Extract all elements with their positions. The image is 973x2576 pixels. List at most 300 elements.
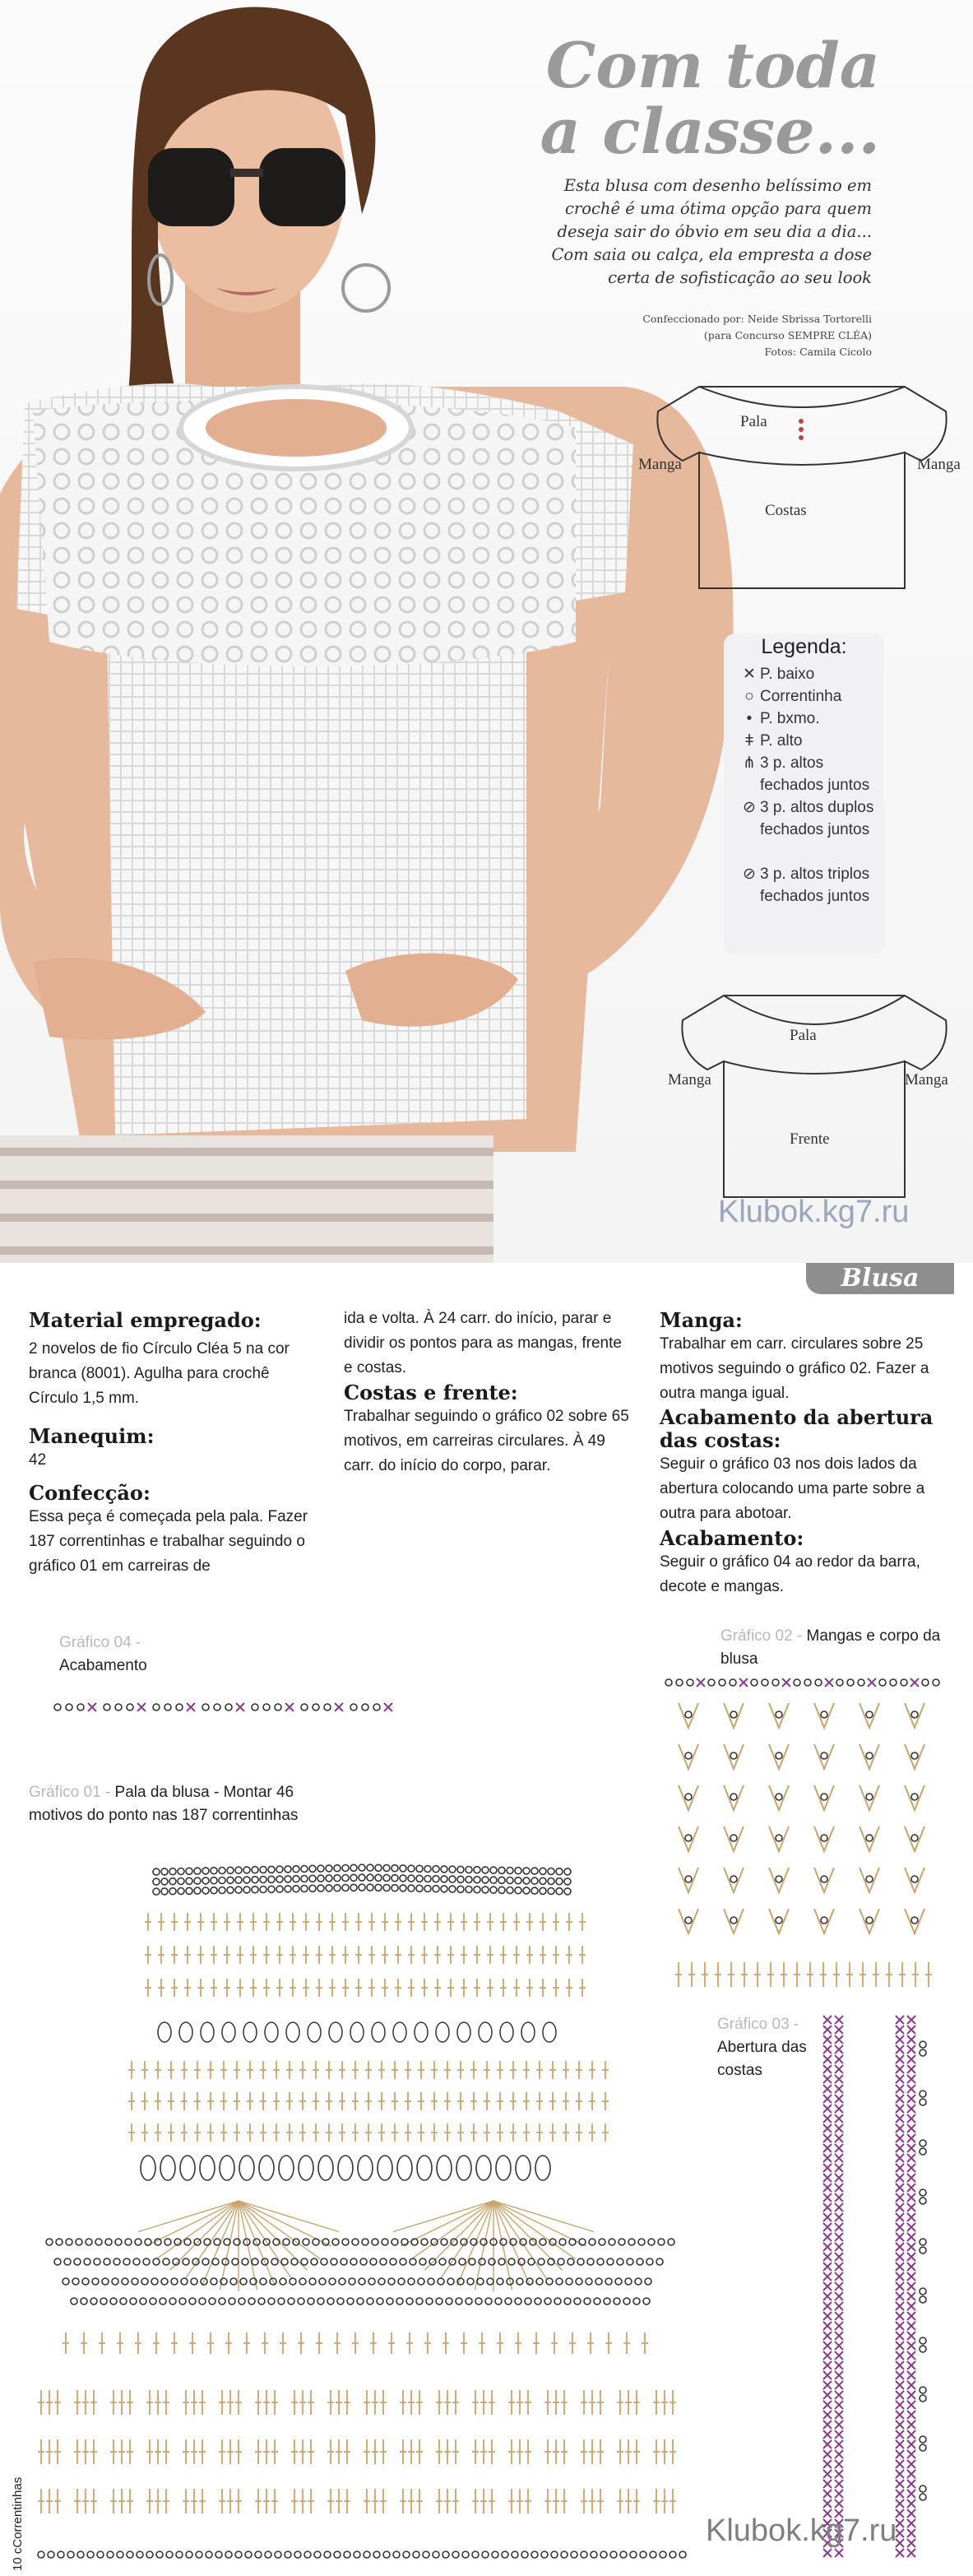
chain-stitch [772,1679,779,1686]
sc-stitch [823,2105,832,2113]
dc-stitch [581,2489,587,2513]
dc-stitch [452,2390,459,2415]
chain-stitch [211,2278,217,2285]
sc-stitch [907,2045,915,2054]
sc-stitch [910,1678,919,1687]
dc-stitch [128,2123,135,2142]
chain-stitch [133,2258,140,2265]
chain-stitch [67,2551,74,2558]
dc-stitch [899,1962,906,1987]
chain-stitch [730,1794,737,1800]
chain-stitch [544,2298,551,2304]
dc-stitch [276,1946,283,1964]
chain-stitch [630,2551,637,2558]
dc-stitch [873,1962,879,1987]
chain-stitch [260,2278,266,2285]
dc-stitch [526,1913,533,1931]
sc-stitch [835,2282,843,2291]
chain-stitch [490,1877,497,1883]
sc-stitch [907,2124,915,2133]
dc-stitch [408,1913,415,1931]
sc-stitch [896,2302,904,2310]
chain-stitch [472,2551,479,2558]
cluster-stitch [397,2156,412,2180]
dc-stitch [820,1962,827,1987]
sc-stitch [896,2095,904,2103]
dc-stitch [715,1962,721,1987]
dc-stitch [327,2439,334,2464]
dc-stitch [364,2390,370,2415]
chart-04-caption [59,1631,306,1678]
chain-stitch [176,1704,183,1710]
sc-stitch [823,2272,832,2281]
dc-stitch [263,1946,270,1964]
chain-stitch [637,2258,643,2265]
chain-stitch [574,2298,581,2304]
chain-stitch [751,1679,758,1686]
chain-stitch [866,1794,873,1800]
dc-stitch [405,2123,411,2142]
sc-stitch [835,2114,843,2123]
sc-stitch [907,2233,915,2241]
sc-stitch [823,2213,832,2221]
dc-stitch [517,2390,523,2415]
dc-stitch [380,2489,387,2513]
sc-stitch [823,2322,832,2330]
chain-stitch [82,2278,89,2285]
chain-stitch [288,2298,294,2304]
sc-stitch [835,2549,843,2557]
cluster-stitch [543,2022,556,2042]
chain-stitch [640,2551,646,2558]
cluster-stitch [457,2022,470,2042]
sc-stitch [896,2499,904,2508]
sc-stitch [823,2332,832,2340]
chain-stitch [730,1752,737,1759]
chain-stitch [161,2278,168,2285]
chain-stitch [821,1711,827,1718]
chain-stitch [324,2551,331,2558]
dc-stitch [365,2123,372,2142]
dc-stitch [299,2439,306,2464]
chain-stitch [260,1887,266,1893]
dc-stitch [576,2061,582,2079]
sc-stitch [835,2243,843,2251]
dc-stitch [250,1913,257,1931]
dc-stitch [327,2489,334,2513]
chain-stitch [362,2239,368,2245]
chain-stitch [922,1679,929,1686]
chain-stitch [498,1877,505,1883]
finish-heading: Acabamento: [660,1526,804,1550]
dc-stitch [589,2390,595,2415]
chain-stitch [489,2258,495,2265]
dc-stitch [480,2439,487,2464]
dc-stitch [336,2390,342,2415]
chain-stitch [141,2278,148,2285]
chain-stitch [227,1887,234,1893]
dc-stitch [181,2092,188,2110]
dc-stitch [155,2092,161,2110]
dc-stitch [255,2390,262,2415]
dc-stitch [235,2489,242,2513]
dc-stitch [508,2489,515,2513]
dc-stitch [118,2439,125,2464]
dc-stitch [392,2123,398,2142]
chain-stitch [821,1794,827,1800]
dc-stitch [421,1946,428,1964]
chain-stitch [400,2258,406,2265]
chain-stitch [416,2298,423,2304]
back-costas-label: Costas [765,502,807,519]
chain-stitch [442,2551,449,2558]
dc-stitch [517,2489,523,2513]
sc-stitch [835,2045,843,2054]
sc-stitch [823,2430,832,2439]
chain-stitch [127,2551,133,2558]
dc-stitch [400,2489,406,2513]
chain-stitch [299,2278,306,2285]
sc-stitch [907,2490,915,2498]
chain-stitch [517,2278,523,2285]
sc-stitch [896,2381,904,2389]
sc-stitch [137,1703,146,1711]
chain-stitch [153,1704,160,1710]
dc-stitch [623,2332,630,2354]
v-stitch [769,1826,789,1851]
chain-stitch [933,1679,939,1686]
chain-stitch [920,2198,926,2204]
chart-03-title: Abertura das costas [717,2039,807,2079]
chain-stitch [92,2278,99,2285]
sc-stitch [907,2055,915,2063]
dc-stitch [602,2123,609,2142]
dc-stitch [313,2092,319,2110]
chain-stitch [211,1887,217,1894]
chain-stitch [54,2258,61,2265]
chain-stitch [920,2288,926,2295]
sc-stitch [823,2351,832,2360]
sc-stitch [835,2223,843,2231]
dc-stitch [807,1962,813,1987]
chain-stitch [354,2551,360,2558]
v-stitch [724,1909,744,1933]
dc-stitch [290,1979,296,1997]
dc-stitch [46,2489,53,2513]
sc-stitch [285,1703,294,1711]
dc-stitch [273,2123,280,2142]
sc-stitch [907,2213,915,2221]
dc-stitch [781,1962,787,1987]
credit-photos: Fotos: Camila Cicolo [764,346,872,358]
sc-stitch [907,2114,915,2123]
dc-stitch [171,1946,178,1964]
chain-stitch [211,1877,217,1884]
chain-stitch [367,2298,373,2304]
dc-stitch [219,2489,225,2513]
legend-label: P. bxmo. [760,710,820,727]
sc-stitch [896,2075,904,2083]
chain-stitch [487,2278,493,2285]
sc-stitch [835,2351,843,2360]
sc-stitch [896,2243,904,2251]
sc-stitch [697,1678,705,1687]
dc-stitch [576,2092,582,2110]
dc-stitch [194,2092,201,2110]
chart-02-stitches [662,1674,950,2020]
dc-stitch [405,2092,411,2110]
dc-stitch [579,1946,586,1964]
chain-stitch [383,1875,390,1882]
dc-stitch [271,2439,278,2464]
dc-stitch [418,2061,424,2079]
chain-stitch [433,1886,439,1892]
chain-stitch [525,2298,531,2304]
dc-stitch [344,2439,350,2464]
dc-stitch [617,2489,623,2513]
chain-stitch [408,1875,415,1882]
dc-stitch [220,2123,227,2142]
dc-stitch [523,2123,530,2142]
chain-stitch [549,2239,556,2245]
dc-stitch [110,2439,117,2464]
dc-stitch [442,2332,449,2354]
dc-stitch [368,1913,375,1931]
dc-stitch [431,2061,438,2079]
sc-stitch [907,2144,915,2152]
v-stitch [905,1868,924,1892]
chain-stitch [507,1877,513,1884]
chain-stitch [576,2278,582,2285]
dc-stitch [525,2489,531,2513]
dc-stitch [263,2390,270,2415]
cluster-stitch [437,2156,452,2180]
chain-stitch [685,1752,692,1759]
chain-stitch [367,1874,373,1881]
v-stitch [724,1826,744,1851]
sc-stitch [835,2075,843,2083]
dc-stitch [263,1913,270,1931]
dc-stitch [255,2439,262,2464]
dc-stitch [457,2092,464,2110]
sc-stitch [907,2282,915,2291]
dc-stitch [408,2390,415,2415]
dc-stitch [344,2489,350,2513]
chain-stitch [920,2148,926,2155]
sc-stitch [835,2184,843,2192]
chart-01-stitches [33,1855,707,2571]
dc-stitch [447,1946,454,1964]
chain-stitch [617,2258,623,2265]
chain-stitch [304,2551,311,2558]
chain-stitch [762,1679,768,1686]
chain-stitch [349,2278,355,2285]
dc-stitch [342,1979,349,1997]
v-stitch [724,1703,744,1728]
sc-stitch [823,2174,832,2182]
sc-stitch [835,2095,843,2103]
dc-stitch [540,1913,546,1931]
dc-stitch [579,1979,586,1997]
sc-stitch [896,2184,904,2192]
chain-stitch [920,2387,926,2393]
sc-stitch [896,2332,904,2340]
sc-stitch [335,1703,343,1711]
chain-stitch [559,2239,566,2245]
chain-stitch [523,1887,530,1894]
making-text-cont: ida e volta. À 24 carr. do início, parar e dividir os pontos para as mangas, frente e costas. [344,1310,622,1376]
cluster-stitch [200,2156,215,2180]
chain-stitch [326,1885,332,1891]
chain-stitch [342,2239,349,2245]
legend-title: Legenda: [761,635,847,658]
cluster-stitch [329,2022,342,2042]
sc-stitch [823,2065,832,2073]
chain-stitch [589,2239,595,2245]
dc-stitch [365,2092,372,2110]
sc-stitch [823,2045,832,2054]
chain-stitch [482,1867,489,1873]
dc-stitch [291,2390,298,2415]
dc-stitch [327,2390,334,2415]
chain-stitch [615,2278,622,2285]
chain-stitch [104,2258,110,2265]
chain-stitch [490,1887,497,1893]
chain-stitch [400,1885,406,1891]
chain-stitch [564,1878,571,1885]
chain-stitch [202,1887,209,1894]
chain-stitch [392,2239,398,2245]
chain-stitch [587,2258,594,2265]
dc-stitch [199,2439,206,2464]
sc-stitch [823,2075,832,2083]
sc-stitch [835,2272,843,2281]
chain-stitch [317,1875,324,1882]
dc-stitch [392,2092,398,2110]
chain-stitch [225,2551,232,2558]
dc-stitch [81,2332,87,2354]
dc-stitch [184,1979,191,1997]
chain-stitch [498,1867,505,1873]
cluster-stitch [378,2156,392,2180]
dc-stitch [513,1979,520,1997]
dc-stitch [563,2061,569,2079]
chain-stitch [457,1876,464,1882]
chain-stitch [357,2298,364,2304]
chain-stitch [421,2239,428,2245]
dc-stitch [146,2489,153,2513]
chain-stitch [72,2278,79,2285]
dc-stitch [480,2390,487,2415]
chain-stitch [38,2551,44,2558]
dc-stitch [303,1979,309,1997]
sc-stitch [907,2529,915,2537]
chain-stitch [317,2298,324,2304]
chain-stitch [521,2551,528,2558]
dc-stitch [536,2061,543,2079]
dc-stitch [168,2061,174,2079]
chain-stitch [66,2239,72,2245]
cluster-stitch [516,2156,531,2180]
chain-stitch [679,2551,686,2558]
dc-stitch [561,2489,568,2513]
dc-stitch [380,2439,387,2464]
chain-stitch [920,2395,926,2402]
sleeve-heading: Manga: [660,1308,743,1332]
making-text: Essa peça é começada pela pala. Fazer 187 correntinhas e trabalhar seguindo o gráfico 01 em carreiras de [29,1508,308,1575]
sc-stitch [896,2421,904,2429]
dc-stitch [405,2061,411,2079]
chain-stitch [607,2258,614,2265]
dc-stitch [444,2390,451,2415]
sc-stitch [236,1703,244,1711]
sc-stitch [907,2371,915,2379]
chain-stitch [424,1876,431,1882]
sleeve-text: Trabalhar em carr. circulares sobre 25 motivos seguindo o gráfico 02. Fazer a outra manga igual. [660,1335,929,1402]
chain-stitch [635,2278,642,2285]
v-stitch [814,1785,834,1810]
chain-stitch [242,2258,248,2265]
dc-stitch [352,2061,359,2079]
dc-stitch [661,2439,668,2464]
sc-stitch [88,1703,96,1711]
dc-stitch [171,2332,178,2354]
sc-stitch [739,1678,748,1687]
dc-stitch [544,2390,551,2415]
dc-stitch [355,1913,362,1931]
dc-stitch [352,2332,359,2354]
dc-stitch [368,1946,375,1964]
v-stitch [679,1826,698,1851]
dc-stitch [846,1962,853,1987]
cluster-stitch [239,2156,254,2180]
dc-stitch [46,2390,53,2415]
chain-stitch [347,2298,354,2304]
sc-stitch [835,2292,843,2300]
dc-stitch [326,2092,332,2110]
sc-stitch [896,2480,904,2488]
chain-stitch [419,2258,426,2265]
chain-stitch [531,1868,538,1874]
chain-stitch [441,1876,447,1882]
chain-stitch [342,1875,349,1882]
dc-stitch [581,2439,587,2464]
chain-stitch [104,1704,110,1710]
chain-stitch [367,1864,373,1871]
chain-stitch [847,1679,854,1686]
sc-stitch [823,2193,832,2202]
chain-stitch [609,2239,615,2245]
chain-stitch [645,2278,651,2285]
dc-stitch [54,2390,61,2415]
sc-stitch [896,2085,904,2093]
v-stitch [814,1826,834,1851]
chain-stitch [268,1876,275,1882]
dc-stitch [625,2439,632,2464]
chart-01-number: Gráfico 01 - [29,1784,111,1801]
chain-stitch [452,2551,459,2558]
cluster-stitch [279,2156,294,2180]
dc-stitch [211,1946,217,1964]
sc-stitch [907,2193,915,2202]
chain-stitch [313,2239,319,2245]
dc-stitch [589,2092,595,2110]
chain-stitch [638,2239,645,2245]
sc-stitch [907,2401,915,2409]
legend-item [740,752,880,796]
cluster-stitch [535,2156,550,2180]
chain-stitch [367,1884,373,1891]
